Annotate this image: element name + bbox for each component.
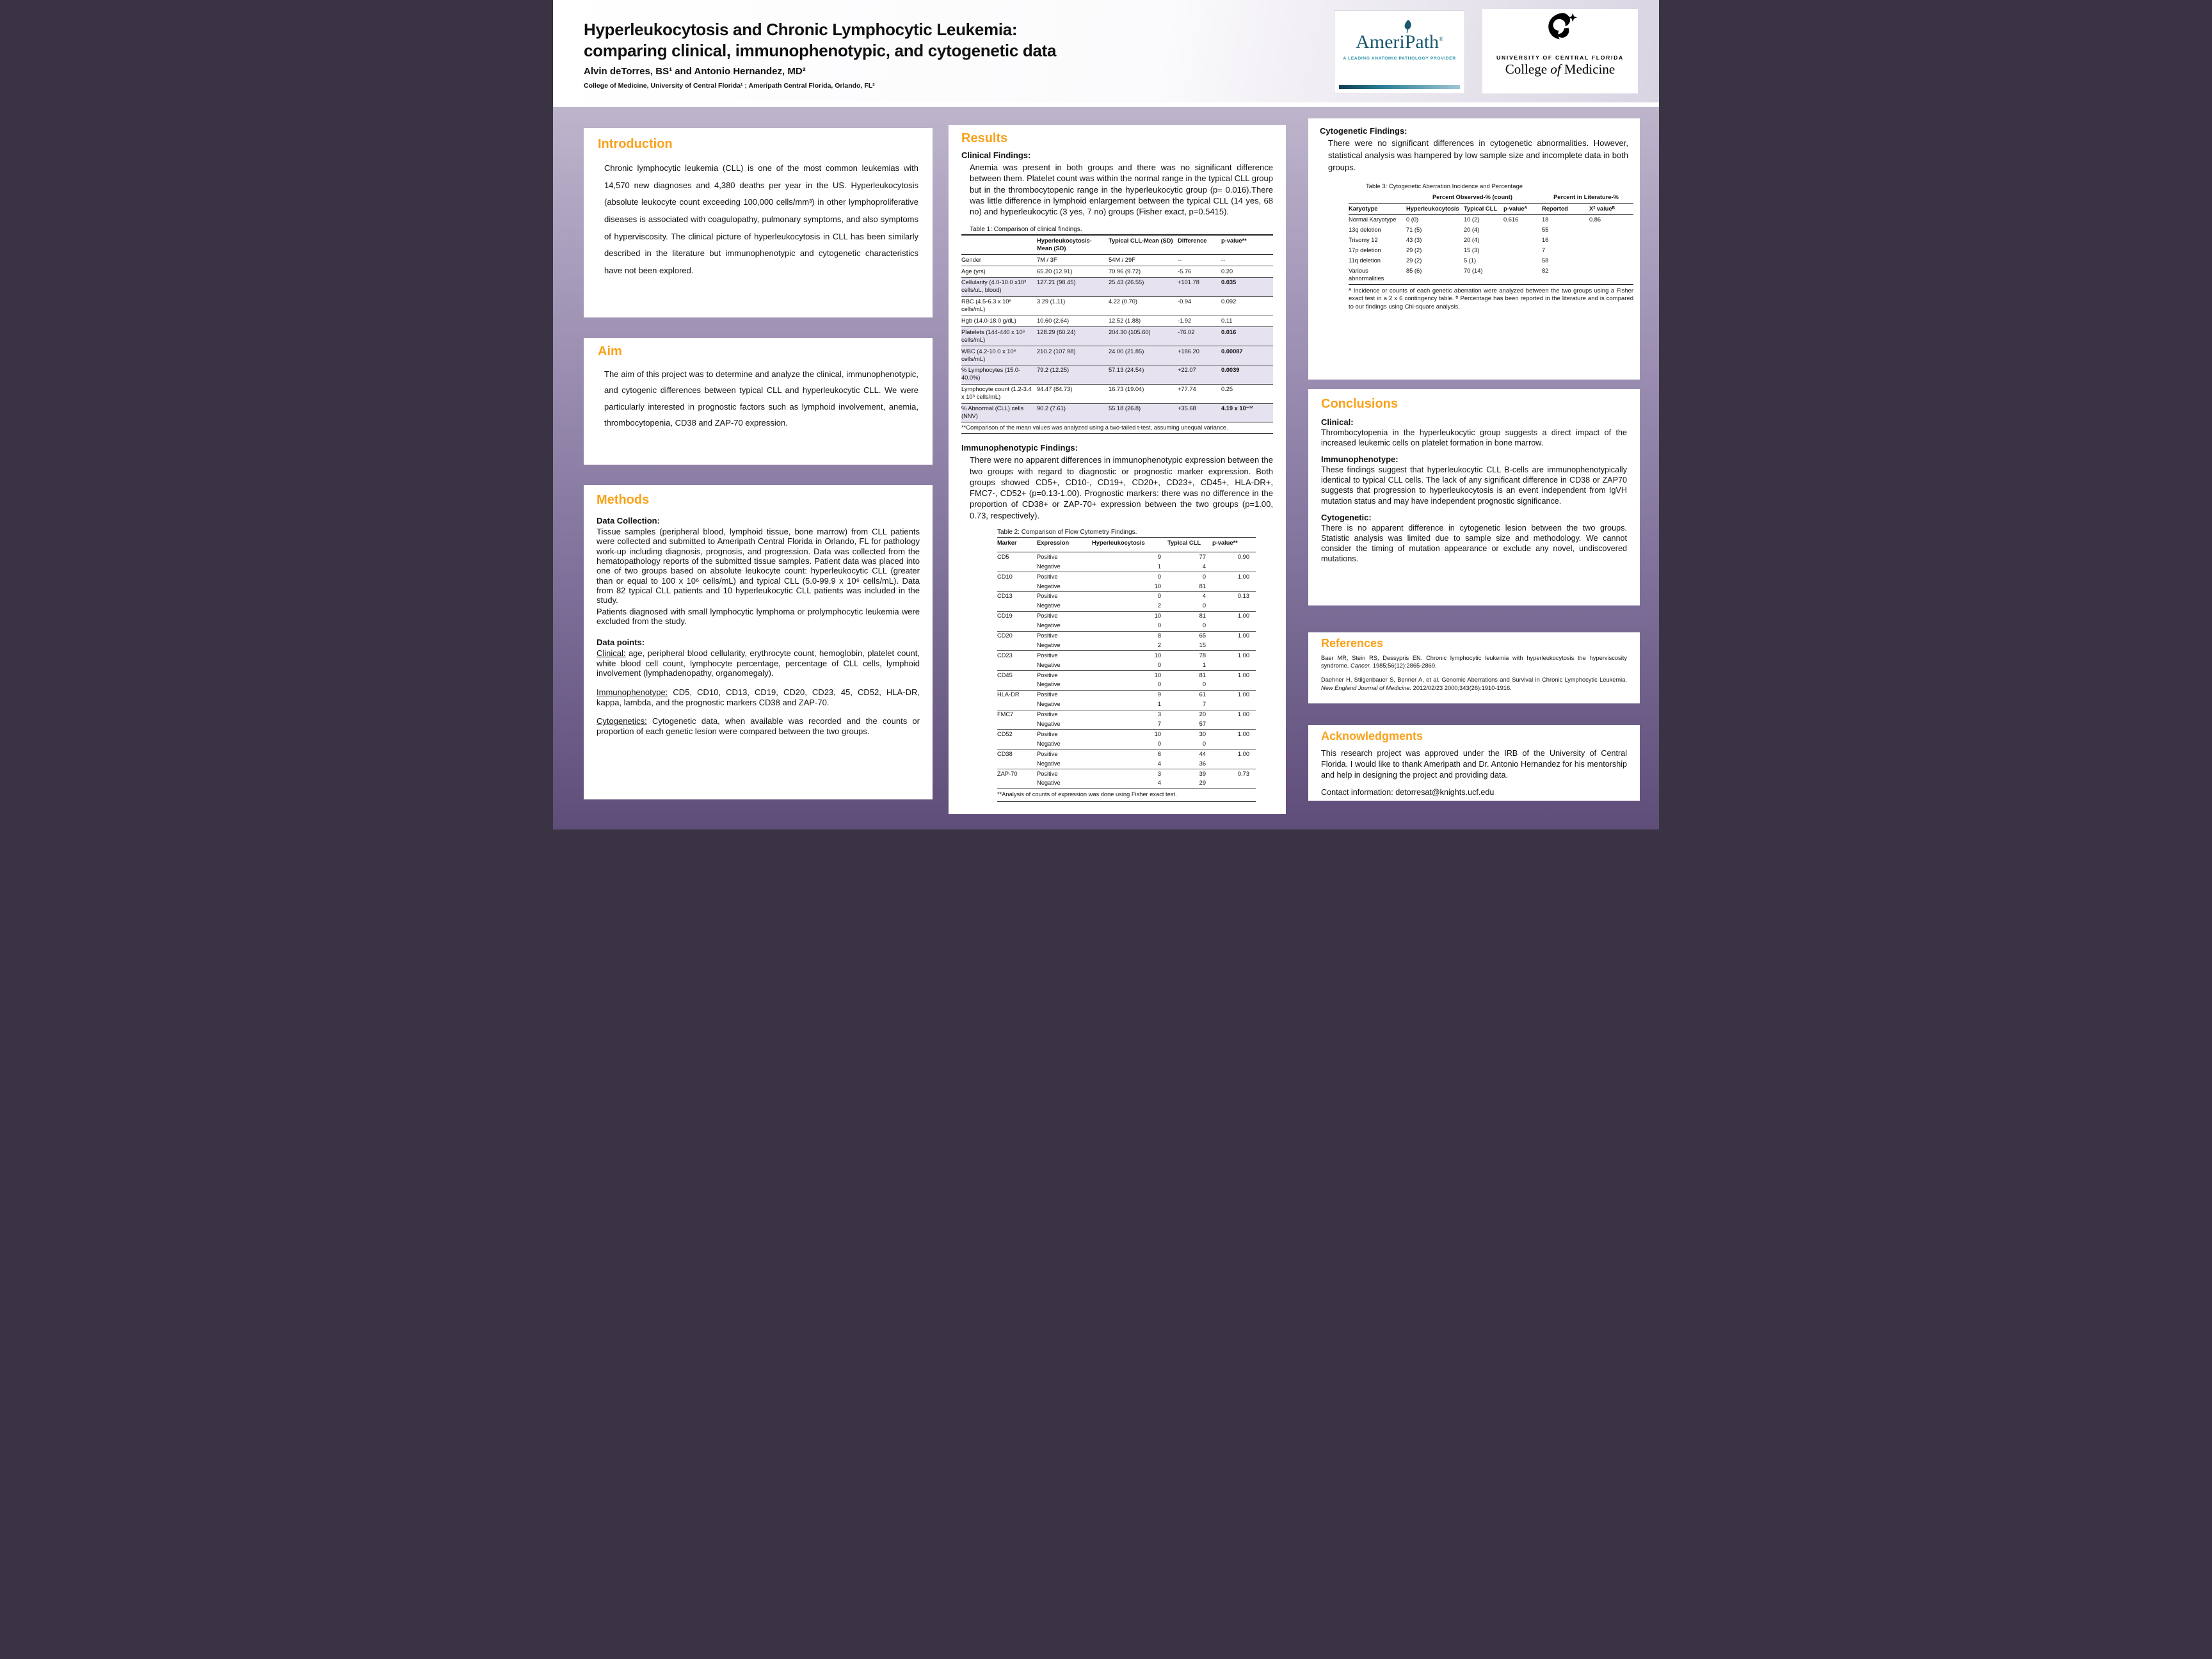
table2-caption: Table 2: Comparison of Flow Cytometry Findings. bbox=[997, 529, 1137, 536]
table3-col-chi: X² valueᴮ bbox=[1589, 204, 1633, 215]
conclusions-section bbox=[1308, 389, 1640, 605]
ameripath-leaf-icon bbox=[1401, 19, 1415, 34]
table2-col-typical: Typical CLL bbox=[1167, 538, 1212, 552]
table3-col-pvalue: p-valueᴬ bbox=[1503, 204, 1542, 215]
table2-row: CD52 Positive 10 30 1.00 bbox=[997, 730, 1256, 739]
data-point-immunophenotype: Immunophenotype: CD5, CD10, CD13, CD19, CD20, CD23, 45, CD52, HLA-DR, kappa, lambda, and the prognostic markers CD38 and ZAP-70. bbox=[597, 687, 920, 707]
cytogenetic-table bbox=[1349, 193, 1633, 284]
data-point-clinical: Clinical: age, peripheral blood cellularity, erythrocyte count, hemoglobin, platelet count, white blood cell count, lymphocyte percentage, percentage of CLL cells, lymphoid involvement (lymphadenopathy, organomegaly). bbox=[597, 648, 920, 678]
authors: Alvin deTorres, BS¹ and Antonio Hernandez, MD² bbox=[584, 66, 806, 77]
table1-row: Gender 7M / 3F 54M / 29F -- -- bbox=[961, 256, 1226, 263]
table2-col-hyper: Hyperleukocytosis bbox=[1092, 538, 1167, 552]
table3-row: Trisomy 12 43 (3) 20 (4) 16 bbox=[1349, 237, 1549, 244]
data-points-heading: Data points: bbox=[597, 637, 645, 648]
table2-row: HLA-DR Positive 9 61 1.00 bbox=[997, 690, 1256, 700]
table1-row: Hgb (14.0-18.0 g/dL) 10.60 (2.64) 12.52 (1.88) -1.92 0.11 bbox=[961, 316, 1273, 327]
reference-item: Baer MR, Stein RS, Dessypris EN. Chronic lymphocytic leukemia with hyperleukocytosis the hyperviscosity syndrome. Cancer. 1985;56(12):2865-2869. bbox=[1321, 654, 1627, 669]
table2-row: CD13 Positive 0 4 0.13 bbox=[997, 591, 1256, 601]
table1-col-pvalue: p-value** bbox=[1221, 235, 1273, 254]
clinical-findings-heading: Clinical Findings: bbox=[961, 150, 1031, 160]
table3-caption: Table 3: Cytogenetic Aberration Incidence and Percentage bbox=[1366, 182, 1523, 190]
ameripath-tagline: A LEADING ANATOMIC PATHOLOGY PROVIDER bbox=[1343, 56, 1456, 61]
table2-row: Negative 1 4 bbox=[1037, 563, 1206, 570]
table1-col-label bbox=[961, 235, 1037, 254]
table2-row: CD19 Positive 10 81 1.00 bbox=[997, 611, 1256, 621]
table2-row: CD10 Positive 0 0 1.00 bbox=[997, 572, 1256, 582]
data-point-cytogenetics: Cytogenetics: Cytogenetic data, when available was recorded and the counts or proportion of each genetic lesion were compared between the two groups. bbox=[597, 716, 920, 736]
table1-row: Age (yrs) 65.20 (12.91) 70.96 (9.72) -5.76 0.20 bbox=[961, 266, 1273, 278]
table3-col-typical: Typical CLL bbox=[1464, 204, 1503, 215]
clinical-findings-table bbox=[961, 234, 1273, 422]
ucf-logo bbox=[1482, 9, 1638, 93]
table2-row: Negative 2 15 bbox=[1037, 641, 1206, 648]
results-heading: Results bbox=[961, 131, 1008, 145]
table3-span-observed: Percent Observed-% (count) bbox=[1432, 194, 1513, 201]
flow-cytometry-table bbox=[997, 537, 1256, 789]
table2-row: Negative 4 29 bbox=[1037, 780, 1206, 787]
reference-item: Daehner H, Stilgenbauer S, Benner A, et al. Genomic Aberrations and Survival in Chronic Lymphocytic Leukemia. New England Journal of Medicine. 2012/02/23 2000;343(26):1910-1916. bbox=[1321, 677, 1627, 691]
table1-row: % Abnormal (CLL) cells (NNV) 90.2 (7.61) 55.18 (26.8) +35.68 4.19 x 10⁻¹² bbox=[961, 403, 1273, 422]
immunophenotypic-findings-body: There were no apparent differences in immunophenotypic expression between the two groups with regard to diagnostic or prognostic marker expression. Both groups showed CD5+, CD10-, CD19+, CD20+, CD23+, CD45+, HLA-DR+, FMC7-, CD52+ (p=0.13-1.00). Prognostic markers: there was no difference in the proportion of CD38+ or ZAP-70+ expression between the two groups (p=1.00, 0.73, respectively). bbox=[970, 455, 1273, 520]
table2-row: Negative 0 1 bbox=[1037, 661, 1206, 668]
table3-row: 17p deletion 29 (2) 15 (3) 7 bbox=[1349, 246, 1546, 253]
table3-span-empty bbox=[1349, 193, 1406, 204]
immunophenotypic-findings-heading: Immunophenotypic Findings: bbox=[961, 443, 1078, 453]
ucf-college-line: College of Medicine bbox=[1505, 61, 1615, 77]
introduction-body: Chronic lymphocytic leukemia (CLL) is one of the most common leukemias with 14,570 new diagnoses and 4,380 deaths per year in the US. Hyperleukocytosis (absolute leukocyte count exceeding 100,000 cells/mm³) in other lymphoproliferative diseases is associated with coagulopathy, pulmonary symptoms, and also symptoms of hyperviscosity. The clinical picture of hyperleukocytosis in CLL has been similarly described in the literature but immunophenotypic and cytogenetic characteristics have not been explored. bbox=[604, 163, 918, 275]
table1-row: Lymphocyte count (1.2-3.4 x 10⁶ cells/mL) 94.47 (84.73) 16.73 (19.04) +77.74 0.25 bbox=[961, 384, 1273, 403]
aim-heading: Aim bbox=[598, 344, 622, 358]
ucf-university-line: UNIVERSITY OF CENTRAL FLORIDA bbox=[1496, 54, 1624, 61]
table2-col-expression: Expression bbox=[1037, 538, 1092, 552]
header bbox=[553, 0, 1659, 102]
table1-col-hyper: Hyperleukocytosis-Mean (SD) bbox=[1037, 235, 1109, 254]
table3-footnote: ᴬ Incidence or counts of each genetic aberration were analyzed between the two groups using a Fisher exact test in a 2 x 6 contingency table. ᴮ Percentage has been reported in the literature and is compared to our findings using Chi-square analysis. bbox=[1349, 284, 1633, 312]
acknowledgments-heading: Acknowledgments bbox=[1321, 730, 1423, 742]
table2-row: Negative 4 36 bbox=[1037, 760, 1206, 767]
conclusion-immunophenotype-text: These findings suggest that hyperleukocytic CLL B-cells are immunophenotypically identical to typical CLL cells. The lack of any significant difference in CD38 or ZAP70 suggests that progression to hyperleukocytosis is an event independent from IgVH mutation status and may have independent prognostic significance. bbox=[1321, 465, 1627, 506]
table3-col-hyper: Hyperleukocytosis bbox=[1406, 204, 1464, 215]
acknowledgments-body: This research project was approved under the IRB of the University of Central Florida. I would like to thank Ameripath and Dr. Antonio Hernandez for his mentorship and help in designing the project and providing data. bbox=[1321, 748, 1627, 780]
ameripath-logo bbox=[1334, 10, 1465, 94]
table3-row: 11q deletion 29 (2) 5 (1) 58 bbox=[1349, 257, 1549, 264]
table3-row: 13q deletion 71 (5) 20 (4) 55 bbox=[1349, 227, 1549, 234]
aim-section bbox=[584, 338, 933, 465]
table1-row: RBC (4.5-6.3 x 10⁶ cells/mL) 3.29 (1.11) 4.22 (0.70) -0.94 0.092 bbox=[961, 296, 1273, 316]
table2-row: ZAP-70 Positive 3 39 0.73 bbox=[997, 769, 1256, 779]
conclusion-clinical-text: Thrombocytopenia in the hyperleukocytic group suggests a direct impact of the increased leukemic cells on platelet formation in bone marrow. bbox=[1321, 428, 1627, 448]
cytogenetic-findings-heading: Cytogenetic Findings: bbox=[1320, 126, 1407, 136]
title-line2: comparing clinical, immunophenotypic, and cytogenetic data bbox=[584, 41, 1057, 61]
conclusion-clinical-label: Clinical: bbox=[1321, 417, 1354, 427]
methods-heading: Methods bbox=[597, 493, 650, 507]
cytogenetic-findings-body: There were no significant differences in cytogenetic abnormalities. However, statistical analysis was hampered by low sample size and incomplete data in both groups. bbox=[1328, 138, 1628, 172]
data-collection-heading: Data Collection: bbox=[597, 516, 660, 525]
ameripath-wordmark: AmeriPath® bbox=[1356, 31, 1443, 52]
conclusions-heading: Conclusions bbox=[1321, 397, 1399, 411]
table3-col-reported: Reported bbox=[1542, 204, 1589, 215]
table1-header-row bbox=[961, 235, 1273, 254]
introduction-heading: Introduction bbox=[598, 137, 673, 151]
poster-title bbox=[584, 19, 1056, 62]
data-collection-paragraph1: Tissue samples (peripheral blood, lymphoid tissue, bone marrow) from CLL patients were collected and submitted to Ameripath Central Florida in Orlando, FL for pathology work-up including diagnosis, prognosis, and progression. Data was collected from the hematopathology reports of the submitted tissue samples. Patient data was placed into one of two groups based on absolute leukocyte count: hyperleukocytic CLL (greater than or equal to 100 x 10⁶ cells/mL) and typical CLL (5.0-99.9 x 10⁶ cells/mL). Data from 82 typical CLL patients and 10 hyperleukocytic CLL patients was included in the study. bbox=[597, 527, 920, 605]
table2-row: Negative 0 0 bbox=[1037, 622, 1206, 629]
aim-body: The aim of this project was to determine and analyze the clinical, immunophenotypic, and cytogenic differences between typical CLL and hyperleukocytic CLL. We were particularly interested in prognostic factors such as lymphoid involvement, anemia, thrombocytopenia, CD38 and ZAP-70 expression. bbox=[604, 369, 918, 428]
conclusion-cytogenetic-label: Cytogenetic: bbox=[1321, 512, 1372, 522]
poster bbox=[553, 0, 1659, 830]
table2-row: Negative 10 81 bbox=[1037, 582, 1206, 589]
table2-row: Negative 2 0 bbox=[1037, 602, 1206, 609]
ucf-pegasus-icon bbox=[1541, 12, 1580, 51]
table2-row: Negative 0 0 bbox=[1037, 681, 1206, 688]
header-divider bbox=[553, 102, 1659, 107]
table2-row: Negative 0 0 bbox=[1037, 740, 1206, 747]
contact-info: Contact information: detorresat@knights.ucf.edu bbox=[1321, 787, 1495, 797]
cytogenetic-section bbox=[1308, 118, 1640, 380]
table1-caption: Table 1: Comparison of clinical findings. bbox=[970, 226, 1082, 234]
introduction-section bbox=[584, 128, 933, 317]
table2-col-marker: Marker bbox=[997, 538, 1037, 552]
table2-header-row bbox=[997, 538, 1256, 552]
references-heading: References bbox=[1321, 637, 1384, 650]
references-section bbox=[1308, 632, 1640, 703]
acknowledgments-section bbox=[1308, 725, 1640, 801]
table3-row: Various abnormalities 85 (6) 70 (14) 82 bbox=[1349, 267, 1549, 282]
table2-row: CD20 Positive 8 65 1.00 bbox=[997, 631, 1256, 641]
table3-span-literature: Percent in Literature-% bbox=[1553, 194, 1619, 201]
table2-row: CD5 Positive 9 77 0.90 bbox=[997, 553, 1249, 560]
table3-header-row bbox=[1349, 204, 1633, 215]
table2-col-pvalue: p-value** bbox=[1212, 538, 1256, 552]
table1-footnote: **Comparison of the mean values was analyzed using a two-tailed t-test, assuming unequal variance. bbox=[961, 422, 1273, 434]
table2-row: CD23 Positive 10 78 1.00 bbox=[997, 651, 1256, 661]
data-collection-paragraph2: Patients diagnosed with small lymphocytic lymphoma or prolymphocytic leukemia were excluded from the study. bbox=[597, 606, 920, 626]
table1-col-difference: Difference bbox=[1178, 235, 1221, 254]
table3-span-header-row bbox=[1349, 193, 1633, 204]
table2-row: Negative 1 7 bbox=[1037, 701, 1206, 708]
registered-mark: ® bbox=[1439, 36, 1443, 42]
table2-row: FMC7 Positive 3 20 1.00 bbox=[997, 710, 1256, 719]
results-section bbox=[949, 125, 1286, 814]
clinical-findings-body: Anemia was present in both groups and there was no significant difference between them. Platelet count was within the normal range in the typical CLL group but in the thrombocytopenic range in the hyperleukocytic group (p= 0.016).There was little difference in lymphoid enlargement between the typical CLL (14 yes, 68 no) and hyperleukocytic (3 yes, 7 no) groups (Fisher exact, p=0.5415). bbox=[970, 163, 1273, 217]
methods-section bbox=[584, 485, 933, 799]
table1-row: Cellularity (4.0-10.0 x10³ cells/uL, blood) 127.21 (98.45) 25.43 (26.55) +101.78 0.035 bbox=[961, 277, 1273, 296]
conclusion-immunophenotype-label: Immunophenotype: bbox=[1321, 454, 1399, 465]
table2-footnote: **Analysis of counts of expression was done using Fisher exact test. bbox=[997, 789, 1256, 802]
affiliations: College of Medicine, University of Central Florida¹ ; Ameripath Central Florida, Orlando, FL² bbox=[584, 82, 875, 90]
title-line1: Hyperleukocytosis and Chronic Lymphocytic Leukemia: bbox=[584, 20, 1018, 39]
table1-row: % Lymphocytes (15.0-40.0%) 79.2 (12.25) 57.13 (24.54) +22.07 0.0039 bbox=[961, 365, 1273, 384]
table1-col-typical: Typical CLL-Mean (SD) bbox=[1109, 235, 1178, 254]
table2-row: Negative 7 57 bbox=[1037, 721, 1206, 728]
table1-row: WBC (4.2-10.0 x 10⁶ cells/mL) 210.2 (107.98) 24.00 (21.85) +186.20 0.00087 bbox=[961, 346, 1273, 365]
table2-row: CD45 Positive 10 81 1.00 bbox=[997, 671, 1256, 680]
table3-col-karyotype: Karyotype bbox=[1349, 204, 1406, 215]
table1-row: Platelets (144-440 x 10⁶ cells/mL) 128.29 (60.24) 204.30 (105.60) -76.02 0.016 bbox=[961, 327, 1273, 346]
table2-row: CD38 Positive 6 44 1.00 bbox=[997, 749, 1256, 759]
conclusion-cytogenetic-text: There is no apparent difference in cytogenetic lesion between the two groups. Statistic analysis was limited due to sample size and methodology. We cannot consider the timing of mutation appearance or exclude any novel, undiscovered mutations. bbox=[1321, 523, 1627, 563]
table3-row: Normal Karyotype 0 (0) 10 (2) 0.616 18 0.86 bbox=[1349, 216, 1601, 223]
ameripath-bar bbox=[1339, 85, 1460, 89]
